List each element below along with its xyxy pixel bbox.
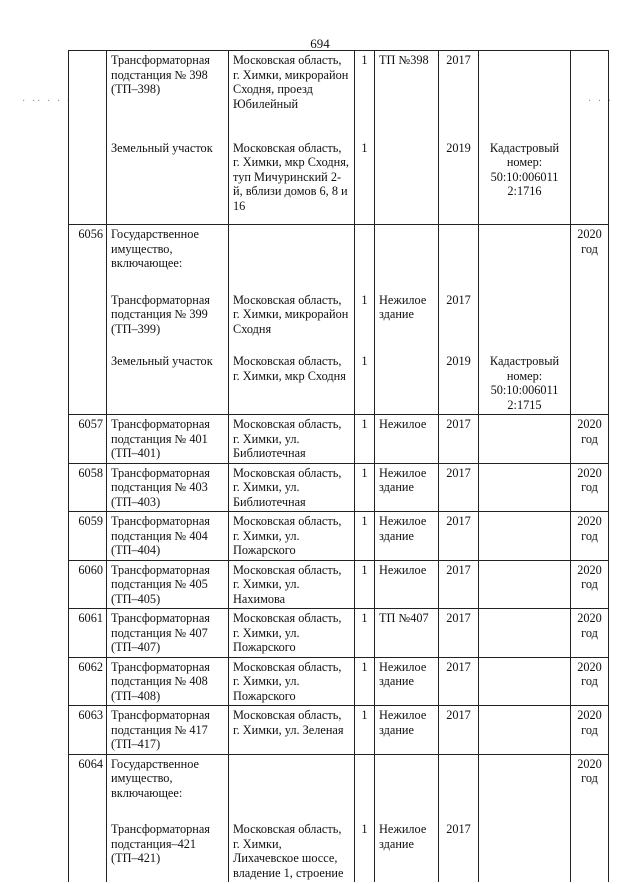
object-quantity: 1 xyxy=(355,806,375,882)
object-note xyxy=(479,463,571,512)
object-address xyxy=(229,754,355,806)
object-year xyxy=(439,225,479,277)
object-note: Кадастровый номер: 50:10:006011 2:1715 xyxy=(479,338,571,415)
object-note xyxy=(479,806,571,882)
table-row xyxy=(69,338,609,415)
table-row xyxy=(69,277,609,339)
privatization-deadline: 2020 год xyxy=(571,512,609,561)
object-year: 2017 xyxy=(439,277,479,339)
object-address xyxy=(229,225,355,277)
object-address: Московская область, г. Химки, ул. Нахимова xyxy=(229,560,355,609)
object-note xyxy=(479,51,571,125)
privatization-deadline xyxy=(571,277,609,339)
object-note xyxy=(479,657,571,706)
object-year xyxy=(439,754,479,806)
object-year: 2017 xyxy=(439,657,479,706)
object-address: Московская область, г. Химки, микрорайон Сходня xyxy=(229,277,355,339)
scan-marks-left: · ·· · · · xyxy=(22,96,72,107)
table-row xyxy=(69,225,609,277)
object-name: Трансформаторная подстанция № 399 (ТП–399) xyxy=(107,277,229,339)
object-note xyxy=(479,609,571,658)
object-quantity: 1 xyxy=(355,560,375,609)
table-row xyxy=(69,754,609,806)
object-quantity: 1 xyxy=(355,51,375,125)
table-row xyxy=(69,657,609,706)
object-year: 2017 xyxy=(439,560,479,609)
object-type: Нежилое xyxy=(375,560,439,609)
table-row xyxy=(69,125,609,225)
page-number: 694 xyxy=(310,36,330,51)
object-note xyxy=(479,277,571,339)
object-address: Московская область, г. Химки, мкр Сходня, туп Мичуринский 2-й, вблизи домов 6, 8 и 16 xyxy=(229,125,355,225)
object-quantity: 1 xyxy=(355,512,375,561)
object-name: Трансформаторная подстанция № 404 (ТП–404) xyxy=(107,512,229,561)
row-number: 6061 xyxy=(69,609,107,658)
table-row xyxy=(69,463,609,512)
object-type: Нежилое здание xyxy=(375,806,439,882)
privatization-deadline: 2020 год xyxy=(571,754,609,806)
privatization-deadline: 2020 год xyxy=(571,463,609,512)
privatization-deadline xyxy=(571,338,609,415)
object-note xyxy=(479,225,571,277)
privatization-deadline: 2020 год xyxy=(571,225,609,277)
object-note xyxy=(479,512,571,561)
object-address: Московская область, г. Химки, ул. Пожарского xyxy=(229,609,355,658)
object-type xyxy=(375,754,439,806)
row-number xyxy=(69,277,107,339)
object-address: Московская область, г. Химки, ул. Библиотечная xyxy=(229,415,355,464)
object-note xyxy=(479,706,571,755)
object-name: Трансформаторная подстанция № 405 (ТП–405) xyxy=(107,560,229,609)
object-quantity: 1 xyxy=(355,463,375,512)
object-address: Московская область, г. Химки, ул. Пожарского xyxy=(229,657,355,706)
object-quantity: 1 xyxy=(355,706,375,755)
object-type: ТП №398 xyxy=(375,51,439,125)
object-year: 2017 xyxy=(439,415,479,464)
object-address: Московская область, г. Химки, Лихачевское шоссе, владение 1, строение xyxy=(229,806,355,882)
privatization-deadline: 2020 год xyxy=(571,609,609,658)
object-year: 2019 xyxy=(439,338,479,415)
table-row xyxy=(69,560,609,609)
object-name: Трансформаторная подстанция № 408 (ТП–408) xyxy=(107,657,229,706)
object-note: Кадастровый номер: 50:10:006011 2:1716 xyxy=(479,125,571,225)
object-quantity: 1 xyxy=(355,415,375,464)
object-name: Трансформаторная подстанция № 401 (ТП–401) xyxy=(107,415,229,464)
object-quantity: 1 xyxy=(355,277,375,339)
table-row xyxy=(69,51,609,125)
object-note xyxy=(479,560,571,609)
object-type: Нежилое xyxy=(375,415,439,464)
object-type xyxy=(375,338,439,415)
table-row xyxy=(69,415,609,464)
object-name: Трансформаторная подстанция–421 (ТП–421) xyxy=(107,806,229,882)
row-number: 6056 xyxy=(69,225,107,277)
row-number: 6062 xyxy=(69,657,107,706)
object-name: Земельный участок xyxy=(107,125,229,225)
object-address: Московская область, г. Химки, ул. Зеленая xyxy=(229,706,355,755)
object-note xyxy=(479,754,571,806)
object-name: Трансформаторная подстанция № 398 (ТП–398) xyxy=(107,51,229,125)
row-number: 6058 xyxy=(69,463,107,512)
object-type xyxy=(375,225,439,277)
object-address: Московская область, г. Химки, микрорайон Сходня, проезд Юбилейный xyxy=(229,51,355,125)
privatization-deadline: 2020 год xyxy=(571,657,609,706)
row-number xyxy=(69,338,107,415)
object-type xyxy=(375,125,439,225)
scan-marks-right: · · · xyxy=(588,96,613,107)
object-year: 2017 xyxy=(439,51,479,125)
privatization-deadline: 2020 год xyxy=(571,560,609,609)
privatization-deadline xyxy=(571,806,609,882)
object-type: Нежилое здание xyxy=(375,657,439,706)
object-name: Государственное имущество, включающее: xyxy=(107,754,229,806)
privatization-deadline: 2020 год xyxy=(571,706,609,755)
object-type: Нежилое здание xyxy=(375,463,439,512)
object-name: Трансформаторная подстанция № 417 (ТП–417) xyxy=(107,706,229,755)
object-quantity: 1 xyxy=(355,338,375,415)
object-year: 2017 xyxy=(439,463,479,512)
row-number: 6063 xyxy=(69,706,107,755)
row-number xyxy=(69,806,107,882)
object-type: ТП №407 xyxy=(375,609,439,658)
row-number: 6064 xyxy=(69,754,107,806)
object-name: Государственное имущество, включающее: xyxy=(107,225,229,277)
row-number xyxy=(69,125,107,225)
object-quantity xyxy=(355,225,375,277)
privatization-deadline: 2020 год xyxy=(571,415,609,464)
object-name: Трансформаторная подстанция № 403 (ТП–403) xyxy=(107,463,229,512)
object-quantity: 1 xyxy=(355,609,375,658)
property-table xyxy=(68,50,609,882)
object-quantity xyxy=(355,754,375,806)
object-type: Нежилое здание xyxy=(375,706,439,755)
object-year: 2017 xyxy=(439,512,479,561)
table-row xyxy=(69,512,609,561)
object-quantity: 1 xyxy=(355,657,375,706)
object-year: 2017 xyxy=(439,609,479,658)
table-row xyxy=(69,706,609,755)
row-number: 6057 xyxy=(69,415,107,464)
object-note xyxy=(479,415,571,464)
privatization-deadline xyxy=(571,51,609,125)
object-year: 2017 xyxy=(439,706,479,755)
object-address: Московская область, г. Химки, ул. Пожарского xyxy=(229,512,355,561)
object-address: Московская область, г. Химки, ул. Библиотечная xyxy=(229,463,355,512)
object-type: Нежилое здание xyxy=(375,512,439,561)
object-year: 2017 xyxy=(439,806,479,882)
row-number: 6060 xyxy=(69,560,107,609)
object-address: Московская область, г. Химки, мкр Сходня xyxy=(229,338,355,415)
row-number xyxy=(69,51,107,125)
object-quantity: 1 xyxy=(355,125,375,225)
table-row xyxy=(69,806,609,882)
object-type: Нежилое здание xyxy=(375,277,439,339)
object-year: 2019 xyxy=(439,125,479,225)
object-name: Трансформаторная подстанция № 407 (ТП–407) xyxy=(107,609,229,658)
table-row xyxy=(69,609,609,658)
row-number: 6059 xyxy=(69,512,107,561)
privatization-deadline xyxy=(571,125,609,225)
object-name: Земельный участок xyxy=(107,338,229,415)
